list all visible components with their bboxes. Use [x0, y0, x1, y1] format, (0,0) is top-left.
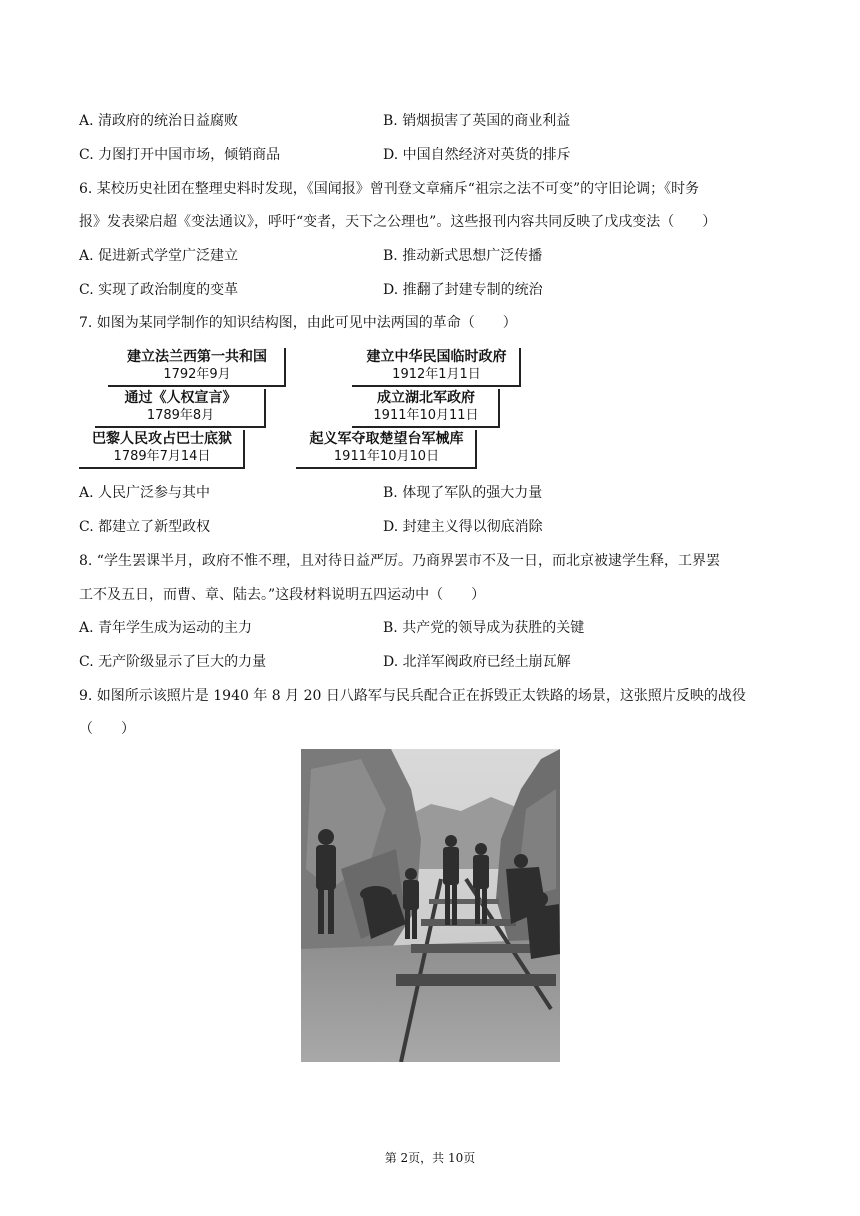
china-step-title: 建立中华民国临时政府: [366, 349, 507, 365]
france-step-date: 1789年8月: [146, 408, 215, 423]
q6-stem-line1: 6. 某校历史社团在整理史料时发现，《国闻报》曾刊登文章痛斥“祖宗之法不可变”的守旧论调；《时务: [79, 181, 700, 197]
q5-option-b: B. 销烟损害了英国的商业利益: [383, 113, 571, 129]
q8-option-d: D. 北洋军阀政府已经土崩瓦解: [383, 654, 571, 670]
q7-option-b: B. 体现了军队的强大力量: [383, 485, 543, 501]
step-baseline: [108, 385, 286, 387]
france-step-date: 1792年9月: [163, 367, 231, 382]
step-divider: [264, 389, 266, 428]
q5-option-d: D. 中国自然经济对英货的排斥: [383, 147, 571, 163]
china-step-date: 1911年10月10日: [333, 449, 440, 464]
q6-option-b: B. 推动新式思想广泛传播: [383, 248, 543, 264]
step-divider: [475, 430, 477, 469]
q5-option-c: C. 力图打开中国市场，倾销商品: [79, 147, 281, 163]
france-step-declaration: [95, 389, 266, 428]
q8-option-a: A. 青年学生成为运动的主力: [79, 620, 253, 636]
q8-option-c: C. 无产阶级显示了巨大的力量: [79, 654, 267, 670]
china-step-date: 1912年1月1日: [392, 367, 481, 382]
step-divider: [284, 348, 286, 387]
step-baseline: [352, 426, 500, 428]
france-step-date: 1789年7月14日: [113, 449, 211, 464]
q9-stem-line1: 9. 如图所示该照片是 1940 年 8 月 20 日八路军与民兵配合正在拆毁正太铁路的场景，这张照片反映的战役: [79, 688, 746, 704]
step-divider: [498, 389, 500, 428]
page-footer: 第 2页，共 10页: [384, 1151, 476, 1165]
step-baseline: [296, 467, 477, 469]
france-step-title: 建立法兰西第一共和国: [127, 349, 267, 365]
step-baseline: [79, 467, 245, 469]
china-step-provisional-government: [352, 348, 521, 387]
q6-option-d: D. 推翻了封建专制的统治: [383, 282, 543, 298]
step-baseline: [352, 385, 521, 387]
q6-stem-line2: 报》发表梁启超《变法通议》，呼吁“变者，天下之公理也”。这些报刊内容共同反映了戊戌变法（ ）: [79, 214, 717, 230]
step-divider: [519, 348, 521, 387]
q7-option-a: A. 人民广泛参与其中: [79, 485, 211, 501]
china-step-title: 成立湖北军政府: [377, 390, 475, 406]
step-baseline: [95, 426, 266, 428]
q7-option-c: C. 都建立了新型政权: [79, 519, 211, 535]
china-step-title: 起义军夺取楚望台军械库: [309, 431, 464, 447]
q6-option-c: C. 实现了政治制度的变革: [79, 282, 239, 298]
q9-stem-line2: （ ）: [79, 721, 135, 737]
france-step-bastille: [79, 430, 245, 469]
france-step-title: 通过《人权宣言》: [124, 390, 237, 406]
railway-demolition-photo: [301, 749, 560, 1062]
q7-stem: 7. 如图为某同学制作的知识结构图，由此可见中法两国的革命（ ）: [79, 315, 517, 331]
step-divider: [243, 430, 245, 469]
q6-option-a: A. 促进新式学堂广泛建立: [79, 248, 239, 264]
china-step-hubei-government: [352, 389, 500, 428]
china-step-date: 1911年10月11日: [373, 408, 479, 423]
france-step-title: 巴黎人民攻占巴士底狱: [92, 431, 232, 447]
q8-option-b: B. 共产党的领导成为获胜的关键: [383, 620, 585, 636]
q8-stem-line1: 8. “学生罢课半月，政府不惟不理，且对待日益严厉。乃商界罢市不及一日，而北京被逮学生释，工界罢: [79, 553, 720, 569]
q8-stem-line2: 工不及五日，而曹、章、陆去。”这段材料说明五四运动中（ ）: [79, 587, 486, 603]
q5-option-a: A. 清政府的统治日益腐败: [79, 113, 239, 129]
q7-option-d: D. 封建主义得以彻底消除: [383, 519, 543, 535]
france-step-republic: [108, 348, 286, 387]
china-step-armory: [296, 430, 477, 469]
